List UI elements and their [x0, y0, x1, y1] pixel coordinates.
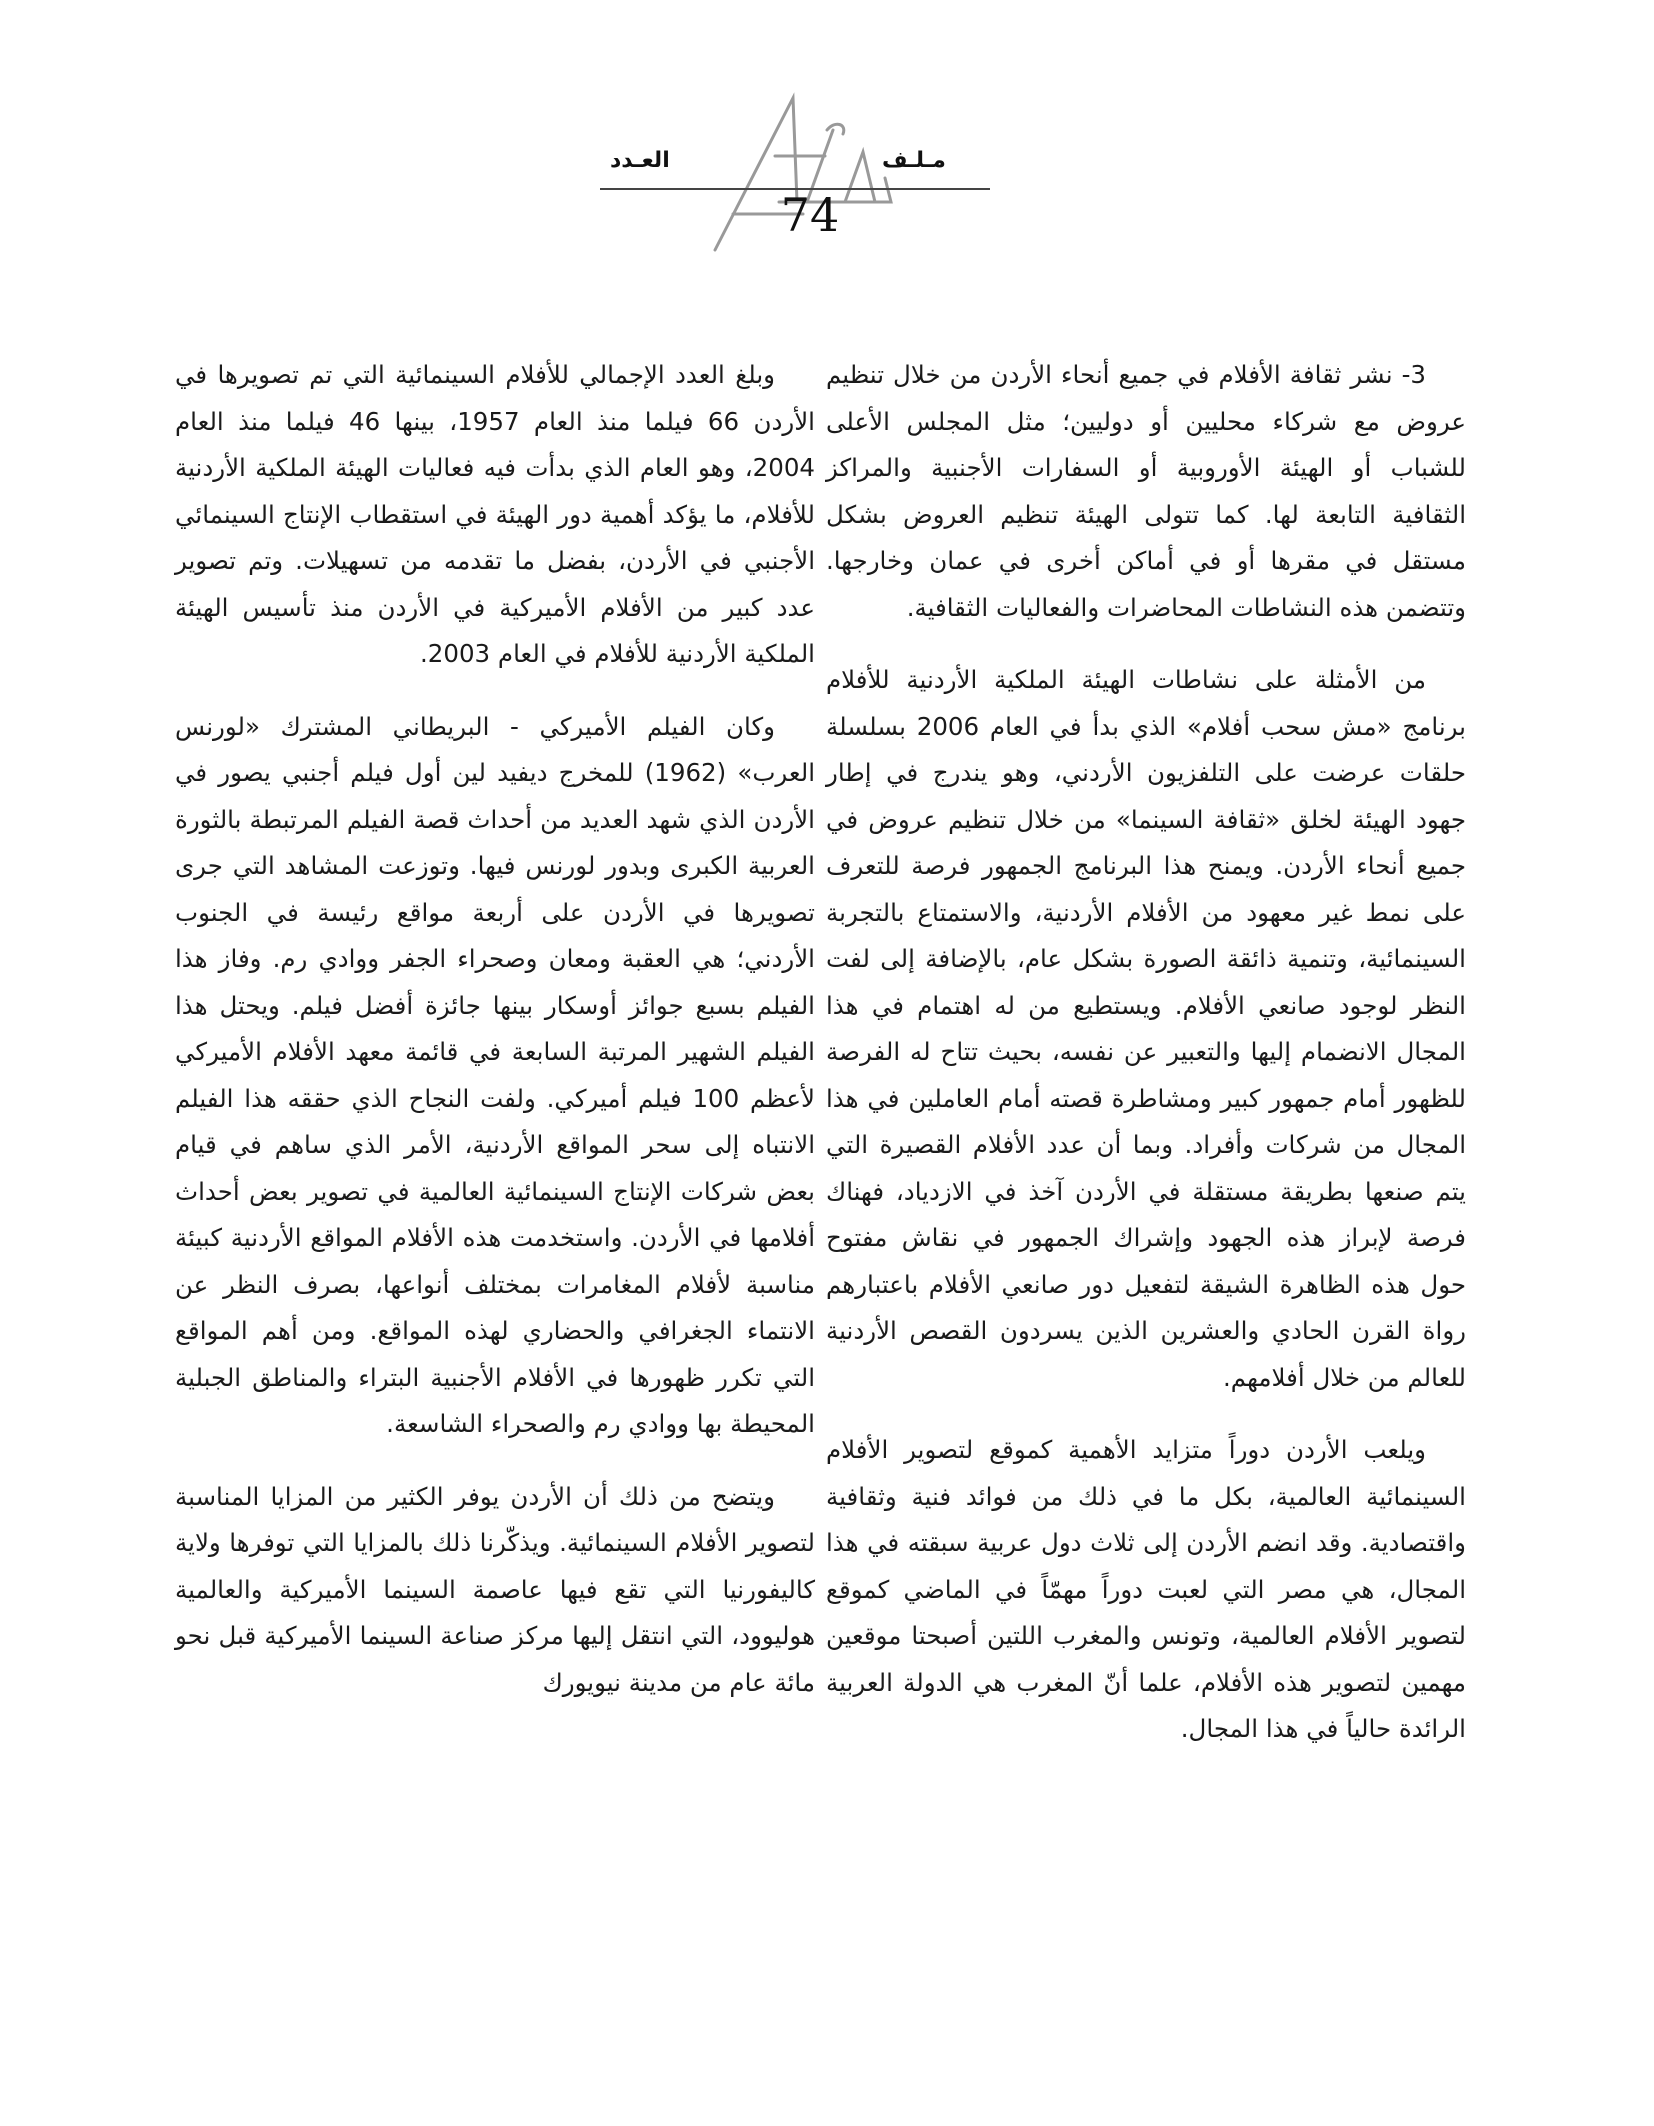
paragraph: وكان الفيلم الأميركي - البريطاني المشترك «لورنس العرب» (1962) للمخرج ديفيد لين أول فيلم أجنبي يصور في الأردن الذي شهد العديد من أحداث قصة الفيلم المرتبطة بالثورة العربية الكبرى وبدور لورنس فيها. وتوزعت المشاهد التي جرى تصويرها في الأردن على أربعة مواقع رئيسة في الجنوب الأردني؛ هي العقبة ومعان وصحراء الجفر ووادي رم. وفاز هذا الفيلم بسبع جوائز أوسكار بينها جائزة أفضل فيلم. ويحتل هذا الفيلم الشهير المرتبة السابعة في قائمة معهد الأفلام الأميركي لأعظم 100 فيلم أميركي. ولفت النجاح الذي حققه هذا الفيلم الانتباه إلى سحر المواقع الأردنية، الأمر الذي ساهم في قيام بعض شركات الإنتاج السينمائية العالمية في تصوير بعض أحداث أفلامها في الأردن. واستخدمت هذه الأفلام المواقع الأردنية كبيئة مناسبة لأفلام المغامرات بمختلف أنواعها، بصرف النظر عن الانتماء الجغرافي والحضاري لهذه المواقع. ومن أهم المواقع التي تكرر ظهورها في الأفلام الأجنبية البتراء والمناطق الجبلية المحيطة بها ووادي رم والصحراء الشاسعة. — [175, 711, 816, 1438]
paragraph: وبلغ العدد الإجمالي للأفلام السينمائية التي تم تصويرها في الأردن 66 فيلما منذ العام 1957، بينها 46 فيلما منذ العام 2004، وهو العام الذي بدأت فيه فعاليات الهيئة الملكية الأردنية للأفلام، ما يؤكد أهمية دور الهيئة في استقطاب الإنتاج السينمائي الأجنبي في الأردن، بفضل ما تقدمه من تسهيلات. وتم تصوير عدد كبير من الأفلام الأميركية في الأردن منذ تأسيس الهيئة الملكية الأردنية للأفلام في العام 2003. — [175, 360, 815, 668]
paragraph: 3- نشر ثقافة الأفلام في جميع أنحاء الأردن من خلال تنظيم عروض مع شركاء محليين أو دوليين؛ مثل المجلس الأعلى للشباب أو الهيئة الأوروبية أو السفارات الأجنبية والمراكز الثقافية التابعة لها. كما تتولى الهيئة تنظيم العروض بشكل مستقل في مقرها أو في أماكن أخرى في عمان وخارجها. وتتضمن هذه النشاطات المحاضرات والفعاليات الثقافية. — [826, 360, 1466, 622]
page-number: 74 — [780, 188, 840, 242]
text-column-left — [175, 352, 815, 1706]
paragraph: ويتضح من ذلك أن الأردن يوفر الكثير من المزايا المناسبة لتصوير الأفلام السينمائية. ويذكّرنا ذلك بالمزايا التي توفرها ولاية كاليفورنيا التي تقع فيها عاصمة السينما الأميركية والعالمية هوليوود، التي انتقل إليها مركز صناعة السينما الأميركية قبل نحو مائة عام من مدينة نيويورك — [175, 1481, 815, 1697]
text-column-right — [826, 352, 1466, 1753]
paragraph: من الأمثلة على نشاطات الهيئة الملكية الأردنية للأفلام برنامج «مش سحب أفلام» الذي بدأ في العام 2006 بسلسلة حلقات عرضت على التلفزيون الأردني، وهو يندرج في إطار جهود الهيئة لخلق «ثقافة السينما» من خلال تنظيم عروض في جميع أنحاء الأردن. ويمنح هذا البرنامج الجمهور فرصة للتعرف على نمط غير معهود من الأفلام الأردنية، والاستمتاع بالتجربة السينمائية، وتنمية ذائقة الصورة بشكل عام، بالإضافة إلى لفت النظر لوجود صانعي الأفلام. ويستطيع من له اهتمام في هذا المجال الانضمام إليها والتعبير عن نفسه، بحيث تتاح له الفرصة للظهور أمام جمهور كبير ومشاطرة قصته أمام العاملين في هذا المجال من شركات وأفراد. وبما أن عدد الأفلام القصيرة التي يتم صنعها بطريقة مستقلة في الأردن آخذ في الازدياد، فهناك فرصة لإبراز هذه الجهود وإشراك الجمهور في نقاش مفتوح حول هذه الظاهرة الشيقة لتفعيل دور صانعي الأفلام باعتبارهم رواة القرن الحادي والعشرين الذين يسردون القصص الأردنية للعالم من خلال أفلامهم. — [826, 665, 1466, 1392]
section-label: مـلـف — [882, 148, 946, 173]
issue-label: العـدد — [610, 148, 670, 173]
page-header — [0, 80, 1654, 280]
paragraph: ويلعب الأردن دوراً متزايد الأهمية كموقع لتصوير الأفلام السينمائية العالمية، بكل ما في ذلك من فوائد فنية وثقافية واقتصادية. وقد انضم الأردن إلى ثلاث دول عربية سبقته في هذا المجال، هي مصر التي لعبت دوراً مهمّاً في الماضي كموقع لتصوير الأفلام العالمية، وتونس والمغرب اللتين أصبحتا موقعين مهمين لتصوير هذه الأفلام، علما أنّ المغرب هي الدولة العربية الرائدة حالياً في هذا المجال. — [826, 1435, 1466, 1743]
